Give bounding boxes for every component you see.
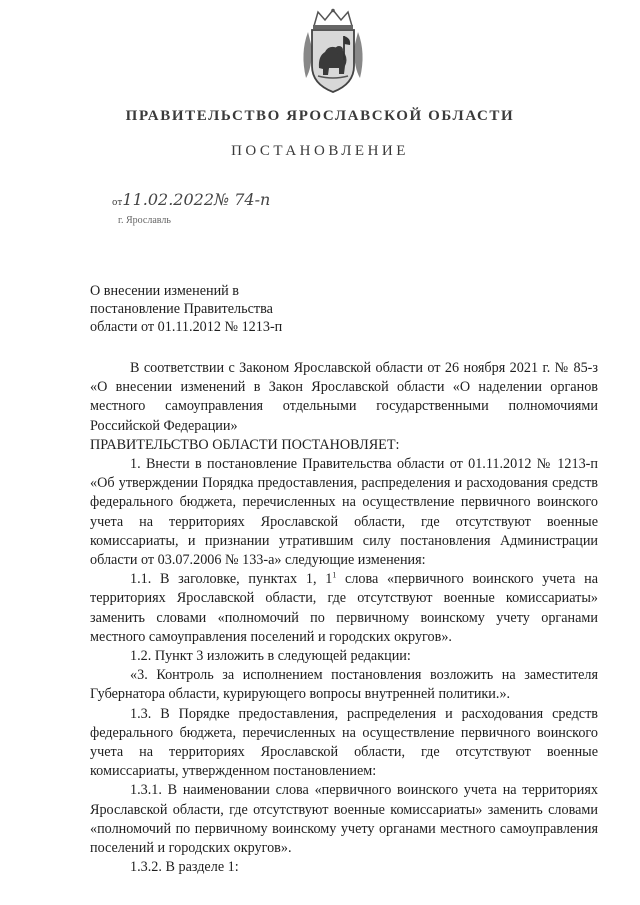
- item-1-1-text-a: 1.1. В заголовке, пунктах 1, 1: [130, 571, 333, 588]
- item-1-2-quote: «3. Контроль за исполнением постановления возложить на заместителя Губернатора области, курирующего вопросы внутренней политики.».: [90, 667, 598, 703]
- resolution-heading: ПРАВИТЕЛЬСТВО ОБЛАСТИ ПОСТАНОВЛЯЕТ:: [90, 436, 400, 453]
- document-number: [112, 190, 270, 209]
- document-type: ПОСТАНОВЛЕНИЕ: [231, 143, 409, 159]
- item-1-2-paragraph: 1.2. Пункт 3 изложить в следующей редакции:: [130, 648, 411, 665]
- item-1-1-text-b: слова «первичного воинского учета на территориях Ярославской области, где отсутствуют военные комиссариаты» заменить словами «полномочий по первичному воинскому учету органами местного самоуправления поселений и городских округов».: [90, 571, 598, 645]
- document-body: [90, 359, 598, 877]
- number-prefix: от: [112, 198, 123, 208]
- government-title: ПРАВИТЕЛЬСТВО ЯРОСЛАВСКОЙ ОБЛАСТИ: [125, 108, 515, 124]
- coat-of-arms-emblem: [298, 8, 368, 94]
- city-name: г. Ярославль: [118, 215, 171, 226]
- subject-line: постановление Правительства: [90, 301, 273, 317]
- item-1-3-1-paragraph: 1.3.1. В наименовании слова «первичного воинского учета на территориях Ярославской области, где отсутствуют военные комиссариаты» заменить словами «полномочий по первичному воинскому учету органами местного самоуправления поселений и городских округов».: [90, 782, 598, 857]
- subject-line: области от 01.11.2012 № 1213-п: [90, 319, 283, 335]
- item-1-paragraph: 1. Внести в постановление Правительства области от 01.11.2012 № 1213-п «Об утверждении Порядка предоставления, распределения и расходования средств федерального бюджета, перечисленных на осуществление первичного воинского учета на территориях Ярославской области, где отсутствуют военные комиссариаты, и признании утратившим силу постановления Администрации области от 03.07.2006 № 133-а» следующие изменения:: [90, 456, 598, 569]
- document-subject: [90, 282, 350, 336]
- item-1-3-2-paragraph: 1.3.2. В разделе 1:: [130, 859, 239, 876]
- item-1-3-paragraph: 1.3. В Порядке предоставления, распределения и расходования средств федерального бюджета, перечисленных на осуществление первичного воинского учета на территориях Ярославской области, где отсутствуют военные комиссариаты, утвержденном постановлением:: [90, 705, 598, 780]
- number-value: 11.02.2022№ 74-п: [122, 190, 271, 209]
- subject-line: О внесении изменений в: [90, 283, 240, 299]
- preamble-paragraph: В соответствии с Законом Ярославской области от 26 ноября 2021 г. № 85-з «О внесении изменений в Закон Ярославской области «О наделении органов местного самоуправления отдельными государственными полномочиями Российской Федерации»: [90, 360, 598, 434]
- item-1-1-paragraph: [90, 570, 598, 647]
- item-1-1-superscript: 1: [332, 570, 337, 580]
